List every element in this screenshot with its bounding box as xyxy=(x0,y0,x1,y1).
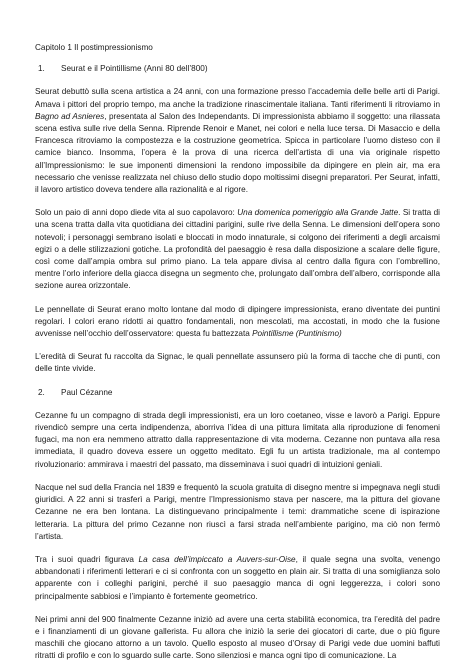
text-run: Tra i suoi quadri figurava xyxy=(35,554,139,564)
document-body xyxy=(35,63,440,662)
section-heading xyxy=(35,63,440,75)
paragraph xyxy=(35,304,440,341)
paragraph xyxy=(35,614,440,663)
chapter-title: Capitolo 1 Il postimpressionismo xyxy=(35,43,153,52)
text-run: Seurat debuttò sulla scena artistica a 24 anni, con una formazione presso l’accademia delle belle arti di Parigi. Amava i pittori del proprio tempo, ma anche la tradizione rinascimentale italiana. Tanti riferimenti li ritroviamo in xyxy=(35,87,440,109)
italic-title: La casa dell’impiccato a Auvers-sur-Oise xyxy=(138,554,296,564)
text-run: . Si tratta di una scena tratta dalla vita quotidiana dei cittadini parigini, sulle rive della Senna. Le dimensioni dell’opera sono notevoli; i personaggi sembrano isolati e bloccati in modo innaturale, si colgono dei riferimenti a degli arcaismi egizi o a delle stilizzazioni gotiche. La profondità del paesaggio è resa dalla disposizione a scalare delle figure, così come dall’ampia ombra sul primo piano. La tela appare divisa al centro dalla figura con l’ombrellino, mentre l’orlo inferiore della giacca disegna un segmento che, prolungato dall’ombra dell’albero, corrisponde alla sezione aurea orizzontale. xyxy=(35,208,440,291)
text-run: Nacque nel sud della Francia nel 1839 e frequentò la scuola gratuita di disegno mentre si impegnava negli studi giuridici. A 22 anni si trasferì a Parigi, mentre l’Impressionismo stava per nascere, ma la pittura del giovane Cezanne ne era ben lontana. La distinguevano principalmente i temi: drammatiche scene di ispirazione letteraria. La pittura del primo Cezanne non riuscì a farsi strada nell’ambiente parigino, ma ciò non fermò l’artista. xyxy=(35,482,440,541)
section-title: Paul Cézanne xyxy=(61,387,113,397)
paragraph xyxy=(35,86,440,196)
paragraph xyxy=(35,207,440,292)
italic-title: Bagno ad Asnieres xyxy=(35,111,105,121)
paragraph xyxy=(35,482,440,543)
paragraph xyxy=(35,351,440,375)
text-run: , il quale segna una svolta, venengo abbandonati i riferimenti letterari e ci si confronta con un soggetto en plain air. Si tratta di una somiglianza solo apparente con i colleghi parigini, perché il suo paesaggio manca di ogni leggerezza, i colori sono principalmente sabbiosi e l’impianto è fortemente geometrico. xyxy=(35,554,441,601)
italic-title: Una domenica pomeriggio alla Grande Jatte xyxy=(237,208,399,218)
italic-title: Pointillisme (Puntinismo) xyxy=(252,329,342,339)
section-heading xyxy=(35,387,440,399)
paragraph xyxy=(35,554,440,603)
paragraph xyxy=(35,410,440,471)
text-run: Solo un paio di anni dopo diede vita al suo capolavoro: xyxy=(35,208,238,218)
section-number: 2. xyxy=(38,387,45,397)
text-run: Nei primi anni del 900 finalmente Cezanne iniziò ad avere una certa stabilità economica, tra l’eredità del padre e i finanziamenti di un giovane gallerista. Fu allora che iniziò la serie dei giocatori di carte, due o più figure maschili che giocano attorno a un tavolo. Quello esposto al museo d’Orsay di Parigi vede due uomini baffuti ritratti di profilo e con lo sguardo sulle carte. Sono silenziosi e manca ogni tipo di comunicazione. La xyxy=(35,614,440,661)
text-run: Le pennellate di Seurat erano molto lontane dal modo di dipingere impressionista, erano diventate dei puntini regolari. I colori erano ridotti ai quattro fondamentali, non mescolati, ma accostati, in modo che la fusione avvenisse nell’occhio dell’osservatore: questa fu battezzata xyxy=(35,304,440,339)
section-title: Seurat e il Pointillisme (Anni 80 dell’800) xyxy=(61,64,208,74)
section-number: 1. xyxy=(38,64,45,74)
text-run: , presentata al Salon des Independants. Di impressionista abbiamo il soggetto: una rilassata scena estiva sulle rive della Senna. Riprende Renoir e Manet, nei colori e nella luce tersa. Di Masaccio e della Francesca ritroviamo la compostezza e la costruzione geometrica. Spicca in particolare l’uomo disteso con il camice bianco. Insomma, l’opera è la prova di una ricerca dell’artista di una via originale rispetto all’Impressionismo: le sue imponenti dimensioni la rendono impossibile da dipingere en plein air, ma era necessario che venisse realizzata nel chiuso dello studio dopo moltissimi disegni preparatori. Per Seurat, infatti, il lavoro artistico doveva tendere alla razionalità e al rigore. xyxy=(35,111,440,195)
text-run: Cezanne fu un compagno di strada degli impressionisti, era un loro coetaneo, visse e lavorò a Parigi. Eppure rivendicò sempre una certa indipendenza, aborriva l’idea di una pittura limitata alla riproduzione di fenomeni fugaci, ma non era nemmeno attratto dalla rappresentazione di vita moderna. Cezanne non puntava alla resa immediata, il quadro doveva essere un oggetto meditato. Egli fu un artista tradizionale, ma al contempo rivoluzionario: ammirava i maestri del passato, ma disseminava i suoi quadri di intuizioni geniali. xyxy=(35,410,440,469)
text-run: L’eredità di Seurat fu raccolta da Signac, le quali pennellate assunsero più la forma di tacche che di punti, con delle tinte vivide. xyxy=(35,352,440,374)
